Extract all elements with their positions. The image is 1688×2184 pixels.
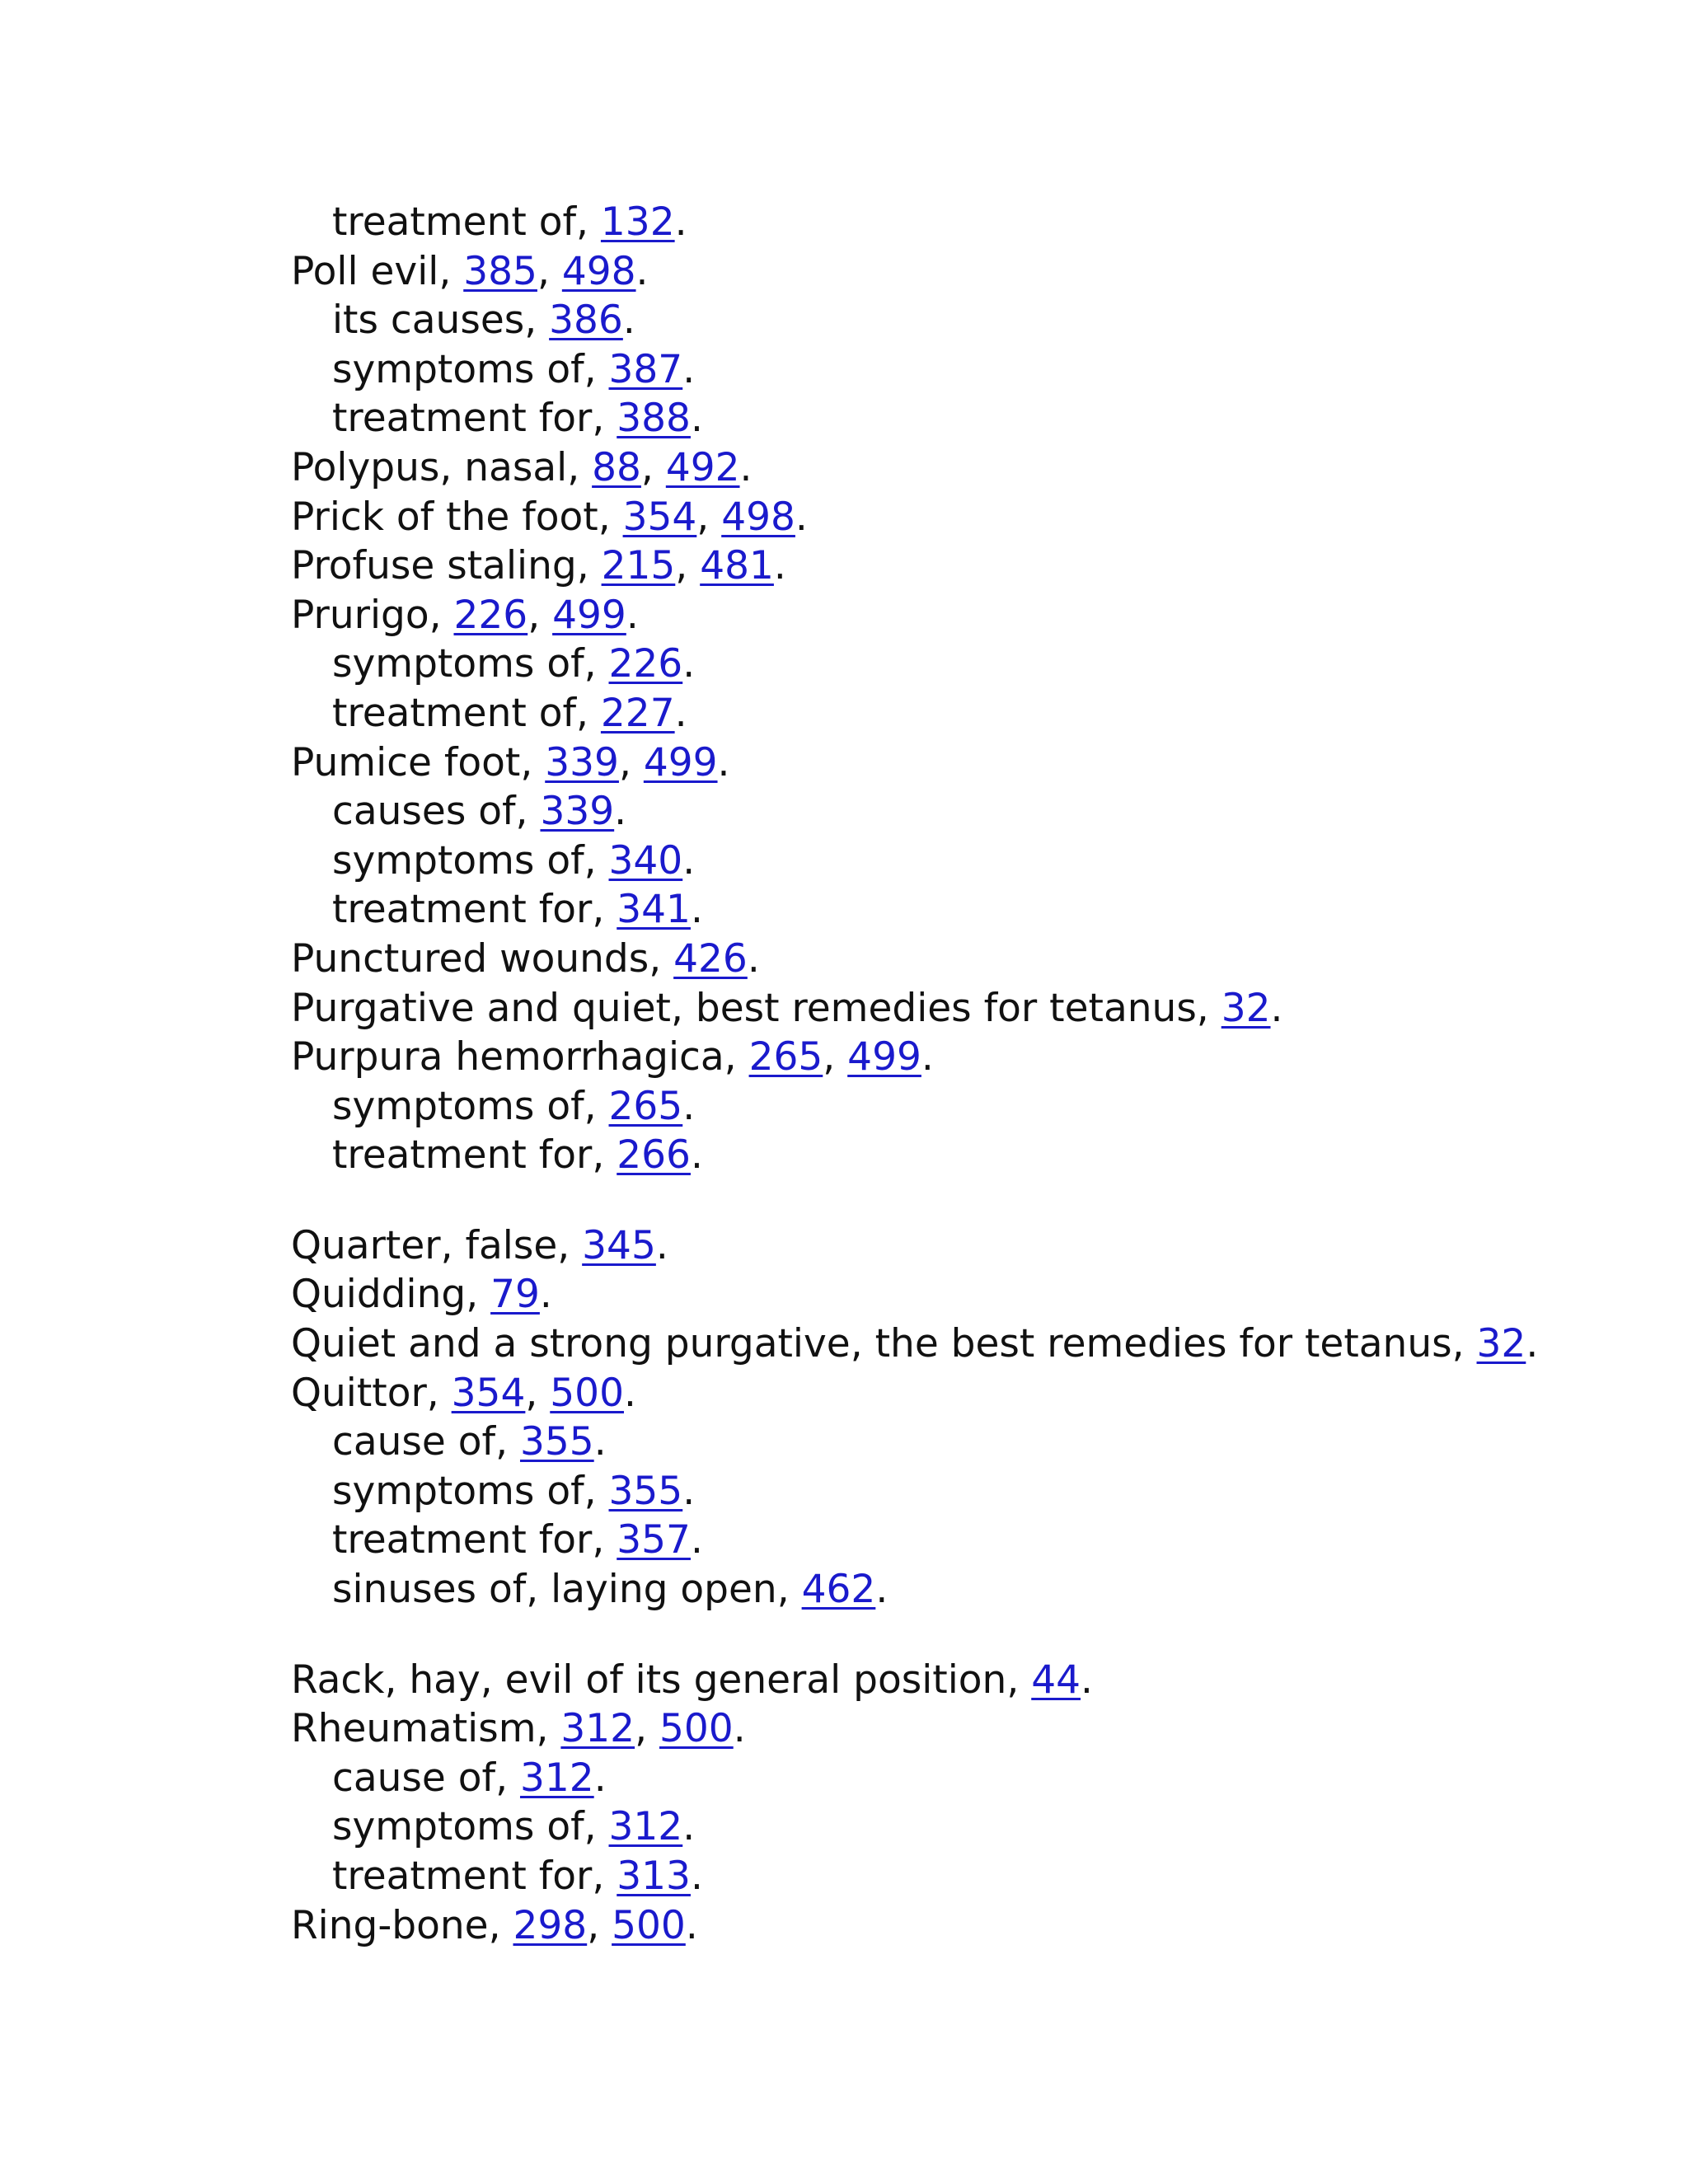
entry-terminator: . <box>690 396 703 442</box>
entry-terminator: . <box>682 837 696 883</box>
entry-terminator: . <box>921 1034 934 1080</box>
index-entry <box>291 1901 1659 1951</box>
entry-label: treatment for, <box>332 887 617 933</box>
page-link[interactable]: 500 <box>550 1370 624 1416</box>
entry-label: treatment for, <box>332 396 617 442</box>
index-subentry <box>291 640 1659 689</box>
page-link[interactable]: 313 <box>617 1854 691 1899</box>
entry-label: its causes, <box>332 298 550 344</box>
entry-label: sinuses of, laying open, <box>332 1567 802 1613</box>
entry-label: cause of, <box>332 1755 520 1801</box>
entry-terminator: . <box>622 298 635 344</box>
entry-label: Quidding, <box>291 1272 491 1318</box>
page-link[interactable]: 481 <box>700 543 774 589</box>
entry-label: symptoms of, <box>332 837 609 883</box>
page-link[interactable]: 499 <box>643 739 718 785</box>
entry-terminator: . <box>717 739 730 785</box>
page-link[interactable]: 340 <box>608 837 683 883</box>
page-link[interactable]: 265 <box>748 1034 823 1080</box>
link-separator: , <box>696 494 722 540</box>
index-entry <box>291 247 1659 297</box>
link-separator: , <box>823 1034 848 1080</box>
index-entry <box>291 493 1659 542</box>
page-link[interactable]: 499 <box>847 1034 921 1080</box>
index-subentry <box>291 1467 1659 1516</box>
link-separator: , <box>525 1370 551 1416</box>
index-subentry <box>291 787 1659 837</box>
page-link[interactable]: 312 <box>519 1755 594 1801</box>
index-entry <box>291 1270 1659 1319</box>
link-separator: , <box>635 1706 659 1752</box>
page-link[interactable]: 498 <box>561 248 636 294</box>
entry-label: Quittor, <box>291 1370 452 1416</box>
index-subentry <box>291 1852 1659 1901</box>
index-subentry <box>291 885 1659 935</box>
index-entry <box>291 1221 1659 1271</box>
entry-label: Purpura hemorrhagica, <box>291 1034 749 1080</box>
index-entry <box>291 1656 1659 1705</box>
entry-label: Prick of the foot, <box>291 494 623 540</box>
entry-terminator: . <box>682 1083 696 1129</box>
entry-terminator: . <box>593 1755 607 1801</box>
index-subentry <box>291 1754 1659 1803</box>
page-link[interactable]: 79 <box>490 1272 540 1318</box>
page-link[interactable]: 32 <box>1476 1321 1526 1367</box>
page-link[interactable]: 500 <box>659 1706 734 1752</box>
entry-label: treatment of, <box>332 690 601 736</box>
page-link[interactable]: 354 <box>622 494 697 540</box>
entry-terminator: . <box>623 1370 636 1416</box>
entry-label: symptoms of, <box>332 1083 609 1129</box>
index-subentry <box>291 1516 1659 1565</box>
entry-label: symptoms of, <box>332 346 609 392</box>
page-link[interactable]: 32 <box>1221 985 1271 1031</box>
page-link[interactable]: 312 <box>608 1804 683 1850</box>
page-link[interactable]: 388 <box>617 396 691 442</box>
link-separator: , <box>587 1902 612 1948</box>
index-entry <box>291 591 1659 640</box>
entry-label: treatment for, <box>332 1517 617 1563</box>
entry-label: Profuse staling, <box>291 543 602 589</box>
entry-terminator: . <box>1081 1657 1093 1703</box>
page-link[interactable]: 88 <box>592 444 641 490</box>
index-entry <box>291 1369 1659 1418</box>
page-link[interactable]: 357 <box>617 1517 691 1563</box>
page-link[interactable]: 355 <box>519 1419 594 1465</box>
index-entry <box>291 738 1659 788</box>
page-link[interactable]: 500 <box>612 1902 686 1948</box>
index-entry <box>291 541 1659 591</box>
entry-terminator: . <box>690 1517 703 1563</box>
entry-terminator: . <box>690 887 703 933</box>
page-link[interactable]: 385 <box>463 248 537 294</box>
entry-label: treatment for, <box>332 1854 617 1899</box>
index-subentry <box>291 1565 1659 1615</box>
entry-terminator: . <box>685 1902 698 1948</box>
index-subentry <box>291 689 1659 738</box>
index-entry <box>291 1033 1659 1082</box>
index-subentry <box>291 345 1659 395</box>
entry-label: treatment for, <box>332 1132 617 1179</box>
index-entry <box>291 935 1659 984</box>
index-page <box>291 198 1659 1950</box>
entry-terminator: . <box>655 1222 668 1268</box>
index-entry <box>291 443 1659 493</box>
link-separator: , <box>640 444 666 490</box>
page-link[interactable]: 341 <box>617 887 691 933</box>
entry-label: symptoms of, <box>332 1468 609 1514</box>
entry-label: Quiet and a strong purgative, the best remedies for tetanus, <box>291 1321 1477 1367</box>
link-separator: , <box>528 592 553 638</box>
entry-label: causes of, <box>332 789 541 835</box>
page-link[interactable]: 226 <box>608 641 683 687</box>
entry-terminator: . <box>682 641 696 687</box>
entry-terminator: . <box>593 1419 607 1465</box>
entry-label: Prurigo, <box>291 592 454 638</box>
page-link[interactable]: 44 <box>1031 1657 1081 1703</box>
entry-terminator: . <box>1526 1321 1539 1367</box>
entry-terminator: . <box>690 1854 703 1899</box>
link-separator: , <box>618 739 644 785</box>
page-link[interactable]: 339 <box>545 739 619 785</box>
entry-label: cause of, <box>332 1419 520 1465</box>
page-link[interactable]: 462 <box>801 1567 876 1613</box>
entry-terminator: . <box>682 1468 696 1514</box>
page-link[interactable]: 215 <box>601 543 676 589</box>
page-link[interactable]: 339 <box>540 789 615 835</box>
page-link[interactable]: 265 <box>608 1083 683 1129</box>
entry-terminator: . <box>733 1706 746 1752</box>
entry-terminator: . <box>682 1804 696 1850</box>
entry-terminator: . <box>773 543 786 589</box>
entry-terminator: . <box>739 444 753 490</box>
index-subentry <box>291 1131 1659 1180</box>
index-subentry <box>291 198 1659 247</box>
entry-label: Ring-bone, <box>291 1902 513 1948</box>
entry-terminator: . <box>674 199 687 245</box>
page-link[interactable]: 498 <box>721 494 795 540</box>
entry-label: Purgative and quiet, best remedies for tetanus, <box>291 985 1221 1031</box>
entry-label: Quarter, false, <box>291 1222 583 1268</box>
link-separator: , <box>537 248 562 294</box>
entry-terminator: . <box>682 346 696 392</box>
entry-terminator: . <box>795 494 808 540</box>
entry-label: Pumice foot, <box>291 739 546 785</box>
index-entry <box>291 984 1659 1033</box>
entry-label: symptoms of, <box>332 1804 609 1850</box>
index-subentry <box>291 837 1659 886</box>
index-subentry <box>291 1082 1659 1132</box>
page-link[interactable]: 132 <box>600 199 675 245</box>
index-subentry <box>291 296 1659 345</box>
index-subentry <box>291 1418 1659 1467</box>
page-link[interactable]: 266 <box>617 1132 691 1179</box>
entry-terminator: . <box>875 1567 889 1613</box>
page-link[interactable]: 492 <box>665 444 740 490</box>
index-entry <box>291 1319 1659 1369</box>
entry-terminator: . <box>539 1272 552 1318</box>
page-link[interactable]: 386 <box>549 298 623 344</box>
page-link[interactable]: 345 <box>582 1222 656 1268</box>
entry-terminator: . <box>1270 985 1283 1031</box>
entry-label: Rheumatism, <box>291 1706 561 1752</box>
entry-label: Poll evil, <box>291 248 464 294</box>
page-link[interactable]: 227 <box>600 690 675 736</box>
entry-label: Punctured wounds, <box>291 935 674 982</box>
entry-terminator: . <box>690 1132 703 1179</box>
page-link[interactable]: 312 <box>560 1706 635 1752</box>
entry-terminator: . <box>635 248 649 294</box>
page-link[interactable]: 298 <box>513 1902 588 1948</box>
index-subentry <box>291 1802 1659 1852</box>
page-link[interactable]: 355 <box>608 1468 683 1514</box>
page-link[interactable]: 226 <box>453 592 528 638</box>
entry-label: treatment of, <box>332 199 601 245</box>
page-link[interactable]: 499 <box>552 592 626 638</box>
link-separator: , <box>675 543 701 589</box>
index-entry <box>291 1704 1659 1754</box>
entry-terminator: . <box>614 789 627 835</box>
page-link[interactable]: 387 <box>608 346 683 392</box>
entry-label: symptoms of, <box>332 641 609 687</box>
entry-terminator: . <box>674 690 687 736</box>
entry-terminator: . <box>626 592 639 638</box>
index-subentry <box>291 394 1659 443</box>
entry-label: Rack, hay, evil of its general position, <box>291 1657 1032 1703</box>
entry-terminator: . <box>747 935 760 982</box>
page-link[interactable]: 354 <box>451 1370 526 1416</box>
page-link[interactable]: 426 <box>673 935 748 982</box>
entry-label: Polypus, nasal, <box>291 444 593 490</box>
